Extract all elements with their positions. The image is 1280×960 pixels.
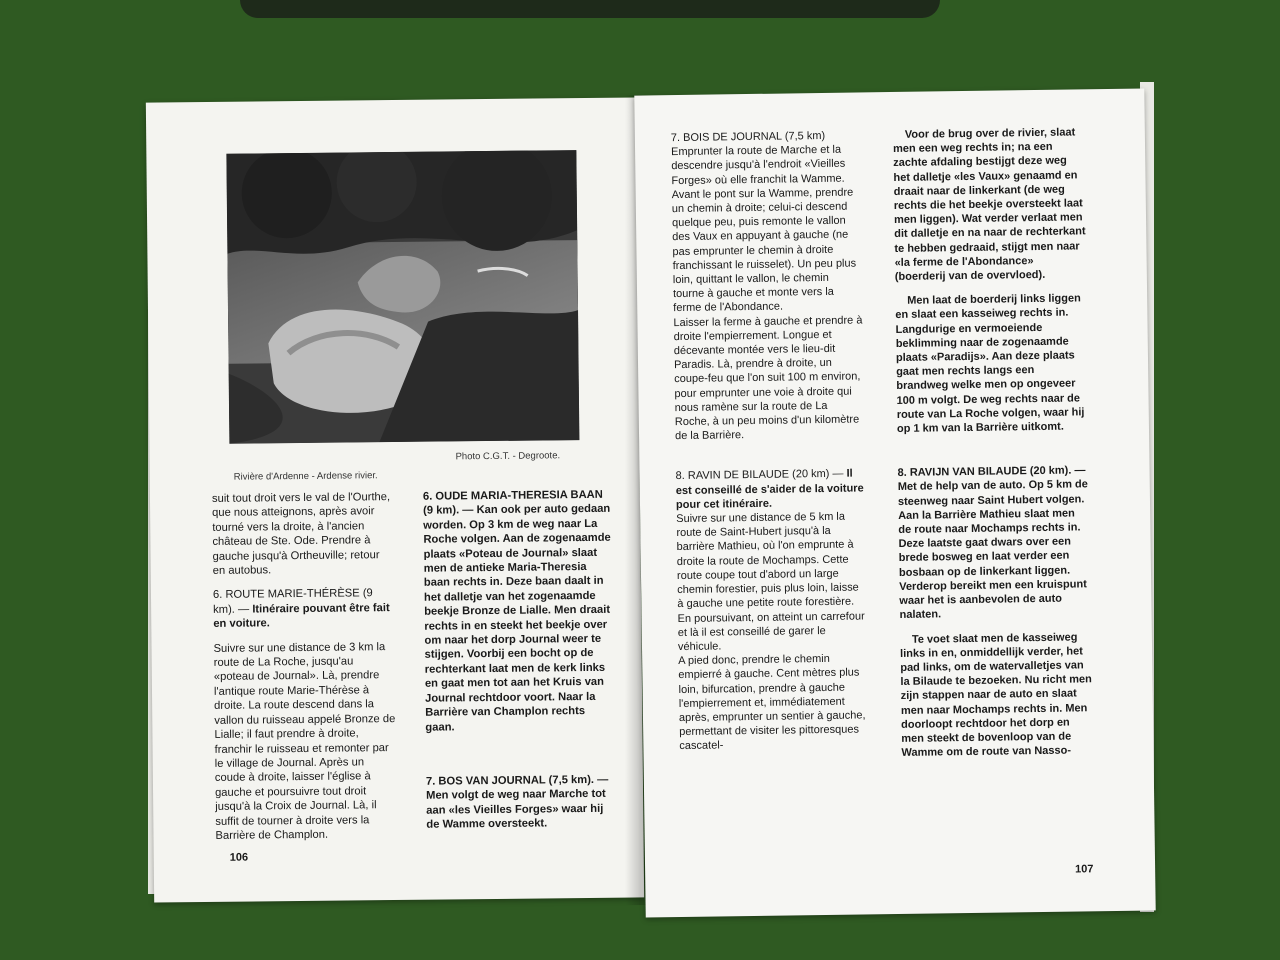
heading-bold-text: Itinéraire pouvant être fait en voiture. — [213, 601, 390, 631]
paragraph: Avant le pont sur la Wamme, prendre un chemin à droite; celui-ci descend quelque peu, puis remonte le vallon des Vaux en appuyant à gauche (ne pas emprunter le chemin à droite franchissant le ruisselet). Un peu plus loin, quittant le vallon, le chemin tourne à gauche et monte vers la ferme de l'Abondance. — [671, 186, 857, 315]
paragraph: Te voet slaat men de kasseiweg links in en, onmiddellijk verder, het pad links, om de watervalletjes van la Bilaude te bezoeken. Nu richt men zijn stappen naar de auto en slaat men naar Mochamps rechts in. Men doorloopt rechtdoor het dorp en men steekt de bovenloop van de Wamme om de route van Nasso- — [900, 630, 1092, 760]
paragraph: 6. OUDE MARIA-THERESIA BAAN (9 km). — Kan ook per auto gedaan worden. Op 3 km de weg naar La Roche volgen. Aan de zogenaamde plaats «Poteau de Journal» slaat men de antieke Maria-Theresia baan rechts in. Deze baan daalt in het dalletje van het zogenaamde beekje Bronze de Lialle. Men draait rechts in en steekt het beekje over om naar het dorp Journal weer te stijgen. Voorbij een bocht op de rechterkant laat men de kerk links en gaat men tot aan het Kruis van Journal rechtdoor voort. Naar la Barrière van Champlon rechts gaan. — [422, 488, 611, 734]
paragraph: A pied donc, prendre le chemin empierré à gauche. Cent mètres plus loin, bifurcation, prendre à gauche l'empierrement et, immédiatement après, emprunter un sentier à gauche, permettant de visiter les pittoresques cascatel- — [678, 653, 866, 753]
page-number: 107 — [1075, 863, 1094, 876]
background-object — [240, 0, 940, 18]
paragraph: Suivre sur une distance de 3 km la route de La Roche, jusqu'au «poteau de Journal». Là, prendre l'antique route Marie-Thérèse à droite. La route descend dans la vallon du ruisseau appelé Bronze de Lialle; il faut prendre à droite, franchir le ruisseau et remonter par le village de Journal. Après un coude à droite, laisser l'église à gauche et poursuivre tout droit jusqu'à la Croix de Journal. Là, il suffit de tourner à droite vers la Barrière de Champlon. — [213, 640, 396, 842]
left-page — [146, 97, 644, 902]
paragraph: Voor de brug over de rivier, slaat men een weg rechts in; na een zachte afdaling bestijgt deze weg het dalletje «les Vaux» genaamd en draait naar de linkerkant (de weg rechts die het beekje oversteekt laat men liggen). Wat verder verlaat men dit dalletje en na naar de rechterkant te hebben gedraaid, stijgt men naar «la ferme de l'Abondance» (boerderij van de overvloed). — [892, 126, 1086, 284]
heading-text: 8. RAVIN DE BILAUDE (20 km) — — [675, 468, 844, 483]
paragraph: 7. BOS VAN JOURNAL (7,5 km). — Men volgt de weg naar Marche tot aan «les Vieilles Forges» waar hij de Wamme oversteekt. — [425, 773, 609, 831]
left-col-1 — [212, 490, 398, 853]
page-number: 106 — [229, 851, 249, 864]
right-col-2 — [893, 125, 1094, 770]
heading-text: 6. ROUTE MARIE-THÉRÈSE (9 km). — — [212, 587, 373, 616]
photo-caption-left: Rivière d'Ardenne - Ardense rivier. — [233, 470, 378, 483]
paragraph: 8. RAVIJN VAN BILAUDE (20 km). — Met de help van de auto. Op 5 km de steenweg naar Saint Hubert volgen. Aan la Barrière Mathieu slaat men de route naar Mochamps rechts in. Deze laatste gaat dwars over een brede bosweg en laat verder een bosbaan op de linkerkant liggen. Verderop bereikt men een kruispunt waar het is aanbevolen de auto nalaten. — [897, 464, 1088, 622]
right-col-1 — [671, 128, 870, 753]
paragraph: Men laat de boerderij links liggen en slaat een kasseiweg rechts in. Langdurige en vermoeiende beklimming naar de zogenaamde plaats «Paradijs». Aan deze plaats gaat men rechts langs een brandweg welke men op ongeveer 100 m volgt. De weg rechts naar de route van La Roche volgen, waar hij op 1 km van la Barrière uitkomt. — [895, 292, 1085, 436]
paragraph: Laisser la ferme à gauche et prendre à droite l'empierrement. Longue et décevante montée vers le lieu-dit Paradis. Là, prendre à droite, un coupe-feu que l'on suit 100 m environ, pour emprunter une voie à droite qui nous ramène sur la route de La Roche, à un peu moins d'un kilomètre de la Barrière. — [673, 314, 863, 443]
paragraph: suit tout droit vers le val de l'Ourthe, que nous atteignons, après avoir tourné vers la droite, à l'ancien château de Ste. Ode. Prendre à gauche jusqu'à Ortheuville; retour en autobus. — [211, 491, 391, 577]
paragraph: Emprunter la route de Marche et la descendre jusqu'à l'endroit «Vieilles Forges» où elle franchit la Wamme. — [670, 143, 846, 187]
section-heading — [213, 586, 395, 631]
section-heading — [676, 467, 867, 512]
river-photo — [226, 150, 579, 444]
heading-bold-text: Il est conseillé de s'aider de la voiture pour cet itinéraire. — [675, 468, 864, 511]
photo-caption-right: Photo C.G.T. - Degroote. — [455, 450, 561, 463]
paragraph: Suivre sur une distance de 5 km la route de Saint-Hubert jusqu'à la barrière Mathieu, où l'on emprunte à droite la route de Mochamps. Cette route coupe tout d'abord un large chemin forestier, puis plus loin, laisse à gauche une petite route forestière. En poursuivant, on atteint un carrefour et là il est conseillé de garer le véhicule. — [676, 510, 865, 653]
section-heading: 7. BOIS DE JOURNAL (7,5 km) — [670, 129, 826, 145]
left-col-2 — [423, 488, 617, 843]
right-page — [634, 88, 1155, 917]
